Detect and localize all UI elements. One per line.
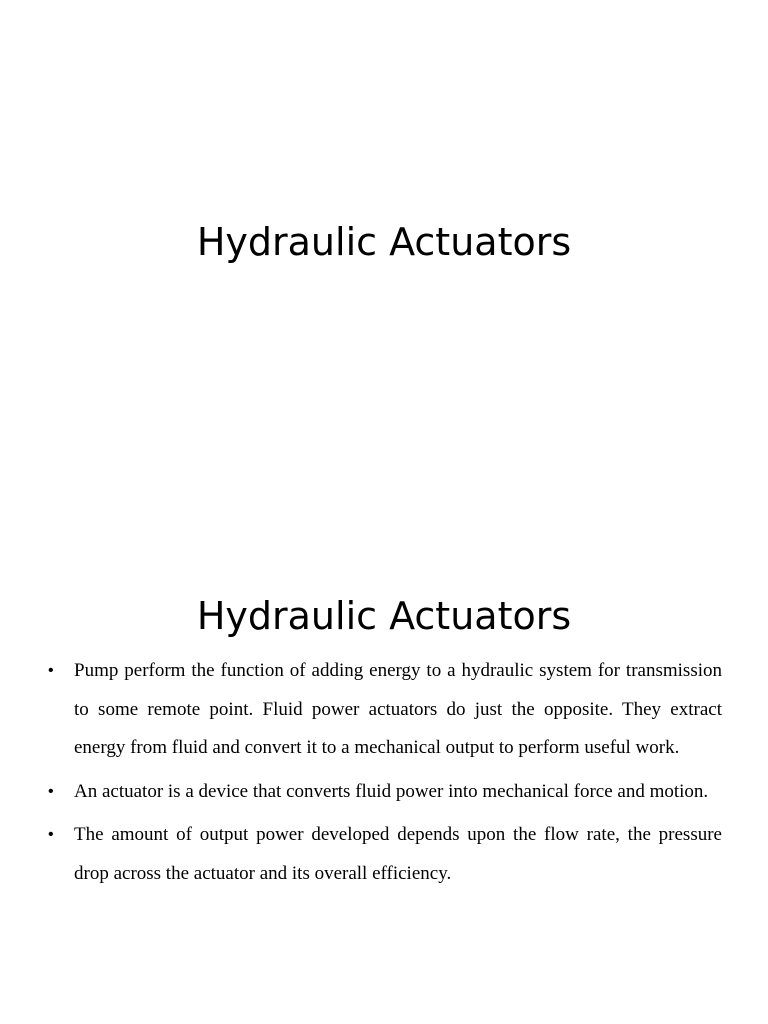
bullet-text: The amount of output power developed depends upon the flow rate, the pressure drop across the actuator and its overall efficiency. [74,824,722,884]
bullet-item [48,652,722,768]
bullet-marker: • [48,662,54,679]
slide-title: Hydraulic Actuators [196,220,572,264]
slide-title: Hydraulic Actuators [196,594,572,638]
bullet-text: An actuator is a device that converts fluid power into mechanical force and motion. [74,780,709,802]
bullet-marker: • [48,782,54,800]
bullet-marker: • [48,826,54,843]
bullet-item [48,773,722,812]
content-slide [0,512,768,1024]
bullet-list [48,652,722,898]
bullet-item [48,816,722,893]
bullet-text: Pump perform the function of adding energy to a hydraulic system for transmission to some remote point. Fluid power actuators do just the opposite. They extract energy from fluid and convert it to a mechanical output to perform useful work. [74,660,722,758]
